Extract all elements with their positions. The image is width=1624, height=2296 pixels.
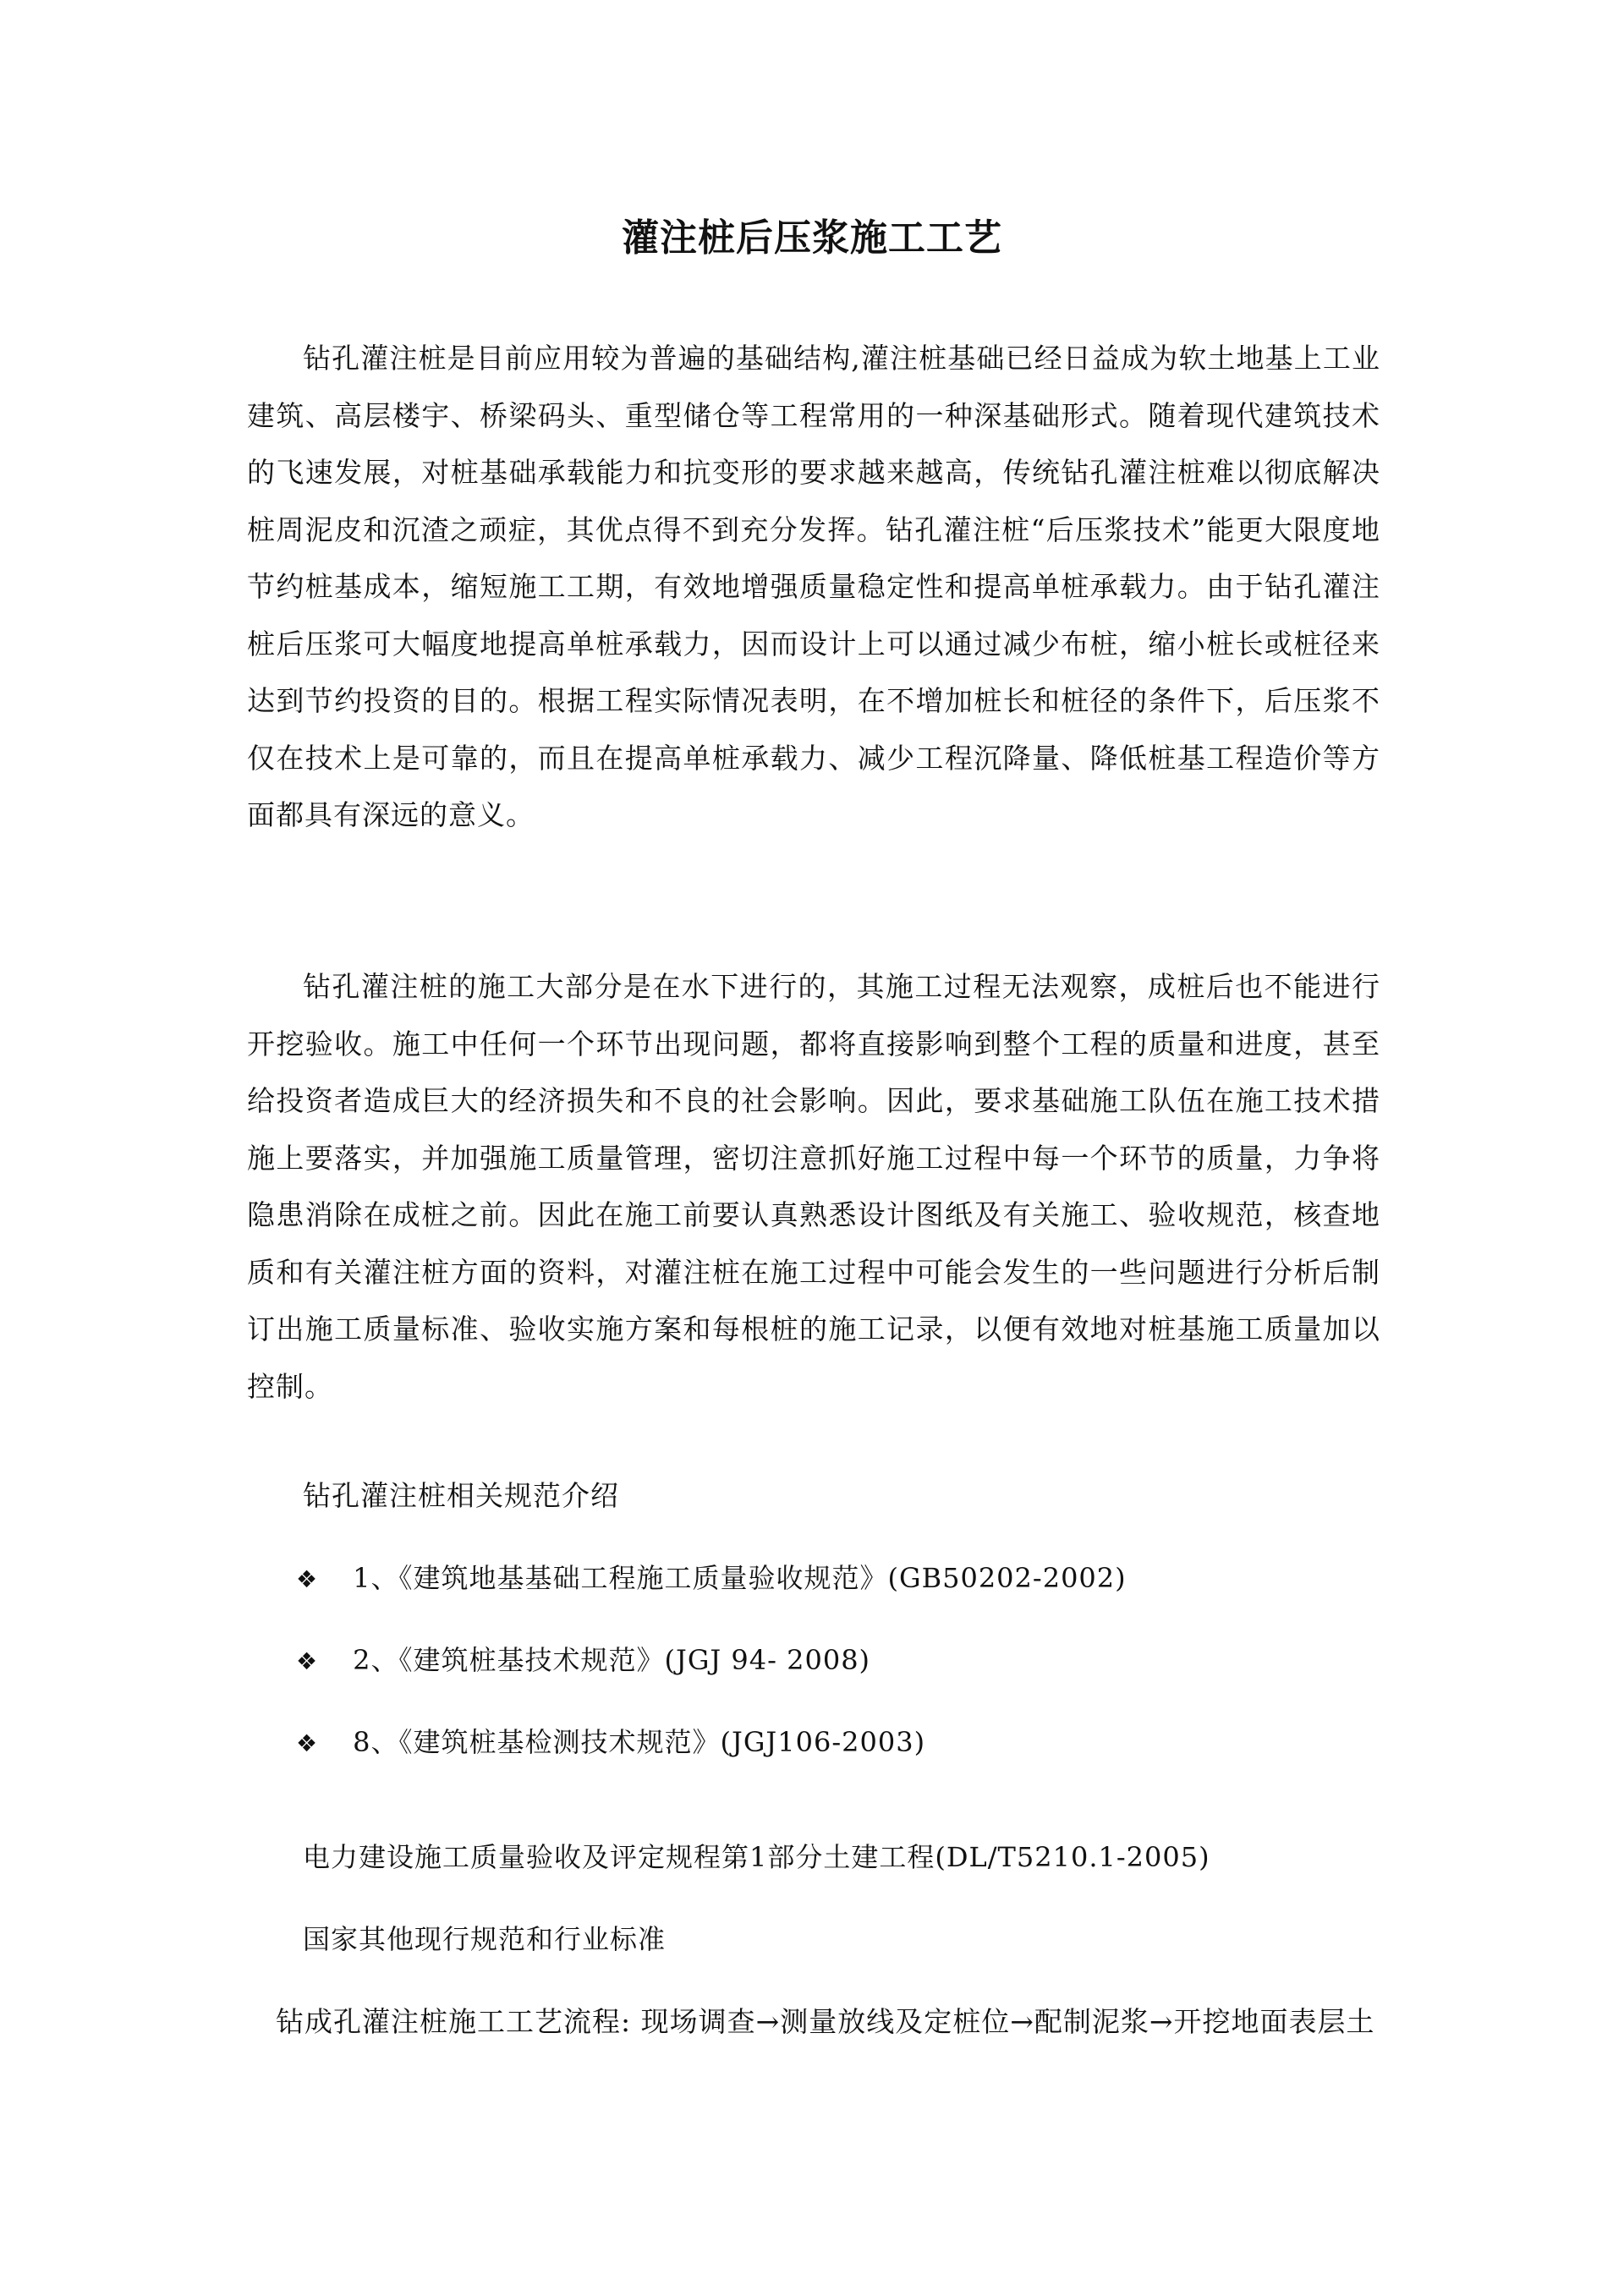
power-standard-text: 电力建设施工质量验收及评定规程第1部分土建工程(DL/T5210.1-2005) [303,1841,1210,1873]
standard-text: 1、《建筑地基基础工程施工质量验收规范》(GB50202-2002) [353,1562,1127,1594]
national-standards-text: 国家其他现行规范和行业标准 [303,1923,667,1955]
process-flow-text: 钻成孔灌注桩施工工艺流程: 现场调查→测量放线及定桩位→配制泥浆→开挖地面表层土 [276,2005,1375,2038]
list-item [296,1641,1127,1723]
standards-list [296,1559,1127,1805]
list-item [296,1723,1127,1805]
standard-text: 8、《建筑桩基检测技术规范》(JGJ106-2003) [353,1726,926,1758]
construction-paragraph: 钻孔灌注桩的施工大部分是在水下进行的，其施工过程无法观察，成桩后也不能进行开挖验收。施工中任何一个环节出现问题，都将直接影响到整个工程的质量和进度，甚至给投资者造成巨大的经济损失和不良的社会影响。因此，要求基础施工队伍在施工技术措施上要落实，并加强施工质量管理，密切注意抓好施工过程中每一个环节的质量，力争将隐患消除在成桩之前。因此在施工前要认真熟悉设计图纸及有关施工、验收规范，核查地质和有关灌注桩方面的资料，对灌注桩在施工过程中可能会发生的一些问题进行分析后制订出施工质量标准、验收实施方案和每根桩的施工记录，以便有效地对桩基施工质量加以控制。 [247,970,1380,1403]
document-title: 灌注桩后压浆施工工艺 [622,216,1002,260]
diamond-bullet-icon: ❖ [296,1647,319,1675]
diamond-bullet-icon: ❖ [296,1729,319,1757]
standards-heading: 钻孔灌注桩相关规范介绍 [303,1479,619,1512]
standard-text: 2、《建筑桩基技术规范》(JGJ 94- 2008) [353,1644,871,1676]
list-item [296,1559,1127,1641]
diamond-bullet-icon: ❖ [296,1565,319,1593]
intro-paragraph: 钻孔灌注桩是目前应用较为普遍的基础结构,灌注桩基础已经日益成为软土地基上工业建筑、高层楼宇、桥梁码头、重型储仓等工程常用的一种深基础形式。随着现代建筑技术的飞速发展，对桩基础承载能力和抗变形的要求越来越高，传统钻孔灌注桩难以彻底解决桩周泥皮和沉渣之顽症，其优点得不到充分发挥。钻孔灌注桩“后压浆技术”能更大限度地节约桩基成本，缩短施工工期，有效地增强质量稳定性和提高单桩承载力。由于钻孔灌注桩后压浆可大幅度地提高单桩承载力，因而设计上可以通过减少布桩，缩小桩长或桩径来达到节约投资的目的。根据工程实际情况表明，在不增加桩长和桩径的条件下，后压浆不仅在技术上是可靠的，而且在提高单桩承载力、减少工程沉降量、降低桩基工程造价等方面都具有深远的意义。 [247,342,1380,831]
